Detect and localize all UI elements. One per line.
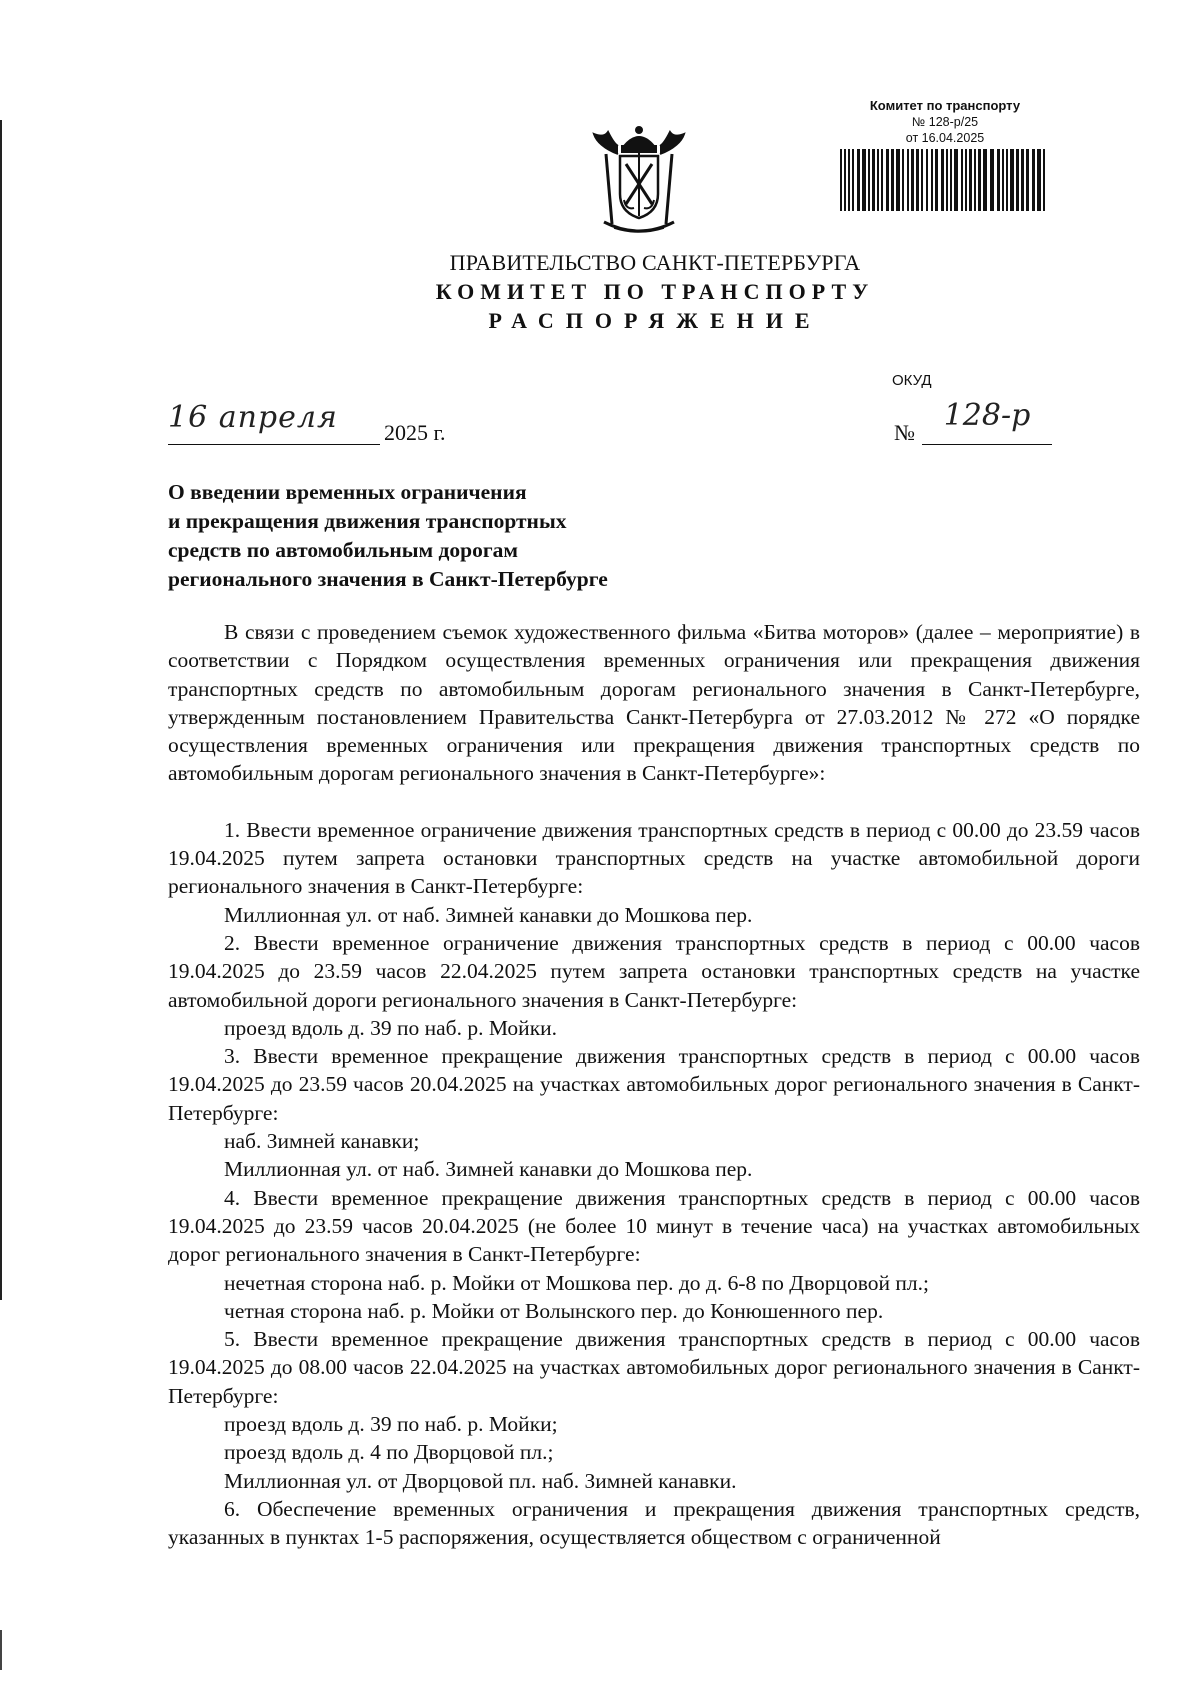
item-1: 1. Ввести временное ограничение движения транспортных средств в период с 00.00 до 23.59 часов 19.04.2025 путем запрета остановки транспортных средств на участке автомобильной дороги регионального значения в Санкт-Петербурге:	[168, 817, 1140, 899]
barcode-bar	[1037, 149, 1041, 211]
barcode-bar	[1016, 149, 1019, 211]
item-3-location: наб. Зимней канавки;	[224, 1129, 420, 1154]
handwritten-number: 128-р	[922, 398, 1052, 445]
barcode-bar	[974, 149, 976, 211]
barcode-bar	[1026, 149, 1029, 211]
saint-petersburg-coat-of-arms-icon	[584, 124, 694, 240]
barcode-bar	[868, 149, 870, 211]
item-4-location: нечетная сторона наб. р. Мойки от Мошкова пер. до д. 6-8 по Дворцовой пл.;	[224, 1270, 929, 1295]
barcode-bar	[961, 149, 963, 211]
stamp-org: Комитет по транспорту	[869, 98, 1021, 113]
item-5-location: проезд вдоль д. 39 по наб. р. Мойки;	[224, 1412, 558, 1437]
barcode-bar	[954, 149, 958, 211]
title-line: О введении временных ограничения	[168, 480, 527, 504]
barcode-bar	[931, 149, 933, 211]
barcode-bar	[997, 149, 1000, 211]
intro-paragraph: В связи с проведением съемок художественного фильма «Битва моторов» (далее – мероприятие) в соответствии с Порядком осуществления временных ограничения или прекращения движения транспортных средств по автомобильным дорогам регионального значения в Санкт-Петербурге, утвержденным постановлением Правительства Санкт-Петербурга от 27.03.2012 № 272 «О порядке осуществления временных ограничения или прекращения движения транспортных средств по автомобильным дорогам регионального значения в Санкт-Петербурге»:	[168, 620, 1140, 786]
government-name: ПРАВИТЕЛЬСТВО САНКТ-ПЕТЕРБУРГА	[449, 250, 861, 275]
barcode-bar	[978, 149, 981, 211]
document-date	[168, 400, 468, 446]
number-label: №	[894, 420, 915, 445]
item-4-location: четная сторона наб. р. Мойки от Волынского пер. до Конюшенного пер.	[224, 1298, 884, 1323]
barcode-bar	[852, 149, 854, 211]
item-2: 2. Ввести временное ограничение движения транспортных средств в период с 00.00 часов 19.04.2025 до 23.59 часов 22.04.2025 путем запрета остановки транспортных средств на участке автомобильной дороги регионального значения в Санкт-Петербурге:	[168, 930, 1140, 1012]
barcode-bar	[872, 149, 875, 211]
title-line: регионального значения в Санкт-Петербурге	[168, 567, 608, 591]
barcode-bar	[916, 149, 919, 211]
barcode-bar	[941, 149, 944, 211]
barcode-bar	[921, 149, 923, 211]
barcode-bar	[896, 149, 900, 211]
item-5-location: Миллионная ул. от Дворцовой пл. наб. Зимней канавки.	[224, 1468, 737, 1493]
barcode-bar	[857, 149, 860, 211]
document-title	[168, 478, 728, 594]
barcode-bar	[881, 149, 883, 211]
barcode-bar	[1010, 149, 1014, 211]
committee-name: КОМИТЕТ ПО ТРАНСПОРТУ	[435, 279, 875, 304]
barcode-bar	[965, 149, 967, 211]
item-3: 3. Ввести временное прекращение движения транспортных средств в период с 00.00 часов 19.04.2025 до 23.59 часов 20.04.2025 на участках автомобильных дорог регионального значения в Санкт-Петербурге:	[168, 1044, 1140, 1125]
item-6: 6. Обеспечение временных ограничения и прекращения движения транспортных средств, указанных в пунктах 1-5 распоряжения, осуществляется обществом с ограниченной	[168, 1496, 1140, 1550]
barcode-bar	[848, 149, 850, 211]
barcode-bar	[935, 149, 938, 211]
barcode-bar	[840, 149, 842, 211]
barcode-bar	[907, 149, 909, 211]
item-2-location: проезд вдоль д. 39 по наб. р. Мойки.	[224, 1015, 558, 1040]
barcode-bar	[1006, 149, 1008, 211]
barcode-bar	[950, 149, 952, 211]
barcode-bar	[946, 149, 948, 211]
barcode-bar	[990, 149, 994, 211]
barcode-bar	[844, 149, 846, 211]
barcode-bar	[862, 149, 866, 211]
stamp-number: № 128-р/25	[911, 115, 979, 129]
barcode-bar	[911, 149, 914, 211]
barcode-bar	[886, 149, 889, 211]
item-4: 4. Ввести временное прекращение движения транспортных средств в период с 00.00 часов 19.04.2025 до 23.59 часов 20.04.2025 (не более 10 минут в течение часа) на участках автомобильных дорог регионального значения в Санкт-Петербурге:	[168, 1185, 1140, 1267]
title-line: и прекращения движения транспортных	[168, 509, 567, 533]
registration-stamp	[835, 98, 1055, 211]
document-body	[168, 618, 1140, 1552]
barcode-bar	[877, 149, 879, 211]
document-header	[330, 248, 980, 335]
page-edge-mark	[0, 1630, 2, 1670]
item-5: 5. Ввести временное прекращение движения транспортных средств в период с 00.00 часов 19.04.2025 до 08.00 часов 22.04.2025 на участках автомобильных дорог регионального значения в Санкт-Петербурге:	[168, 1327, 1140, 1408]
barcode-bar	[1021, 149, 1024, 211]
barcode-bar	[983, 149, 987, 211]
item-5-location: проезд вдоль д. 4 по Дворцовой пл.;	[224, 1440, 554, 1465]
item-3-location: Миллионная ул. от наб. Зимней канавки до Мошкова пер.	[224, 1157, 753, 1182]
barcode-bar	[1002, 149, 1004, 211]
okud-label: ОКУД	[892, 372, 932, 389]
item-1-location: Миллионная ул. от наб. Зимней канавки до Мошкова пер.	[224, 902, 753, 927]
handwritten-date: 16 апреля	[168, 400, 380, 445]
page-edge-line	[0, 120, 2, 1300]
barcode-bar	[926, 149, 928, 211]
barcode-bar	[1043, 149, 1045, 211]
title-line: средств по автомобильным дорогам	[168, 538, 519, 562]
barcode-bar	[891, 149, 894, 211]
barcode-bar	[1032, 149, 1035, 211]
document-number	[894, 398, 1054, 446]
stamp-date: от 16.04.2025	[905, 131, 985, 145]
barcode-icon	[840, 149, 1050, 211]
date-year: 2025 г.	[384, 420, 446, 445]
barcode-bar	[902, 149, 904, 211]
barcode-bar	[969, 149, 972, 211]
document-type: РАСПОРЯЖЕНИЕ	[488, 308, 822, 333]
